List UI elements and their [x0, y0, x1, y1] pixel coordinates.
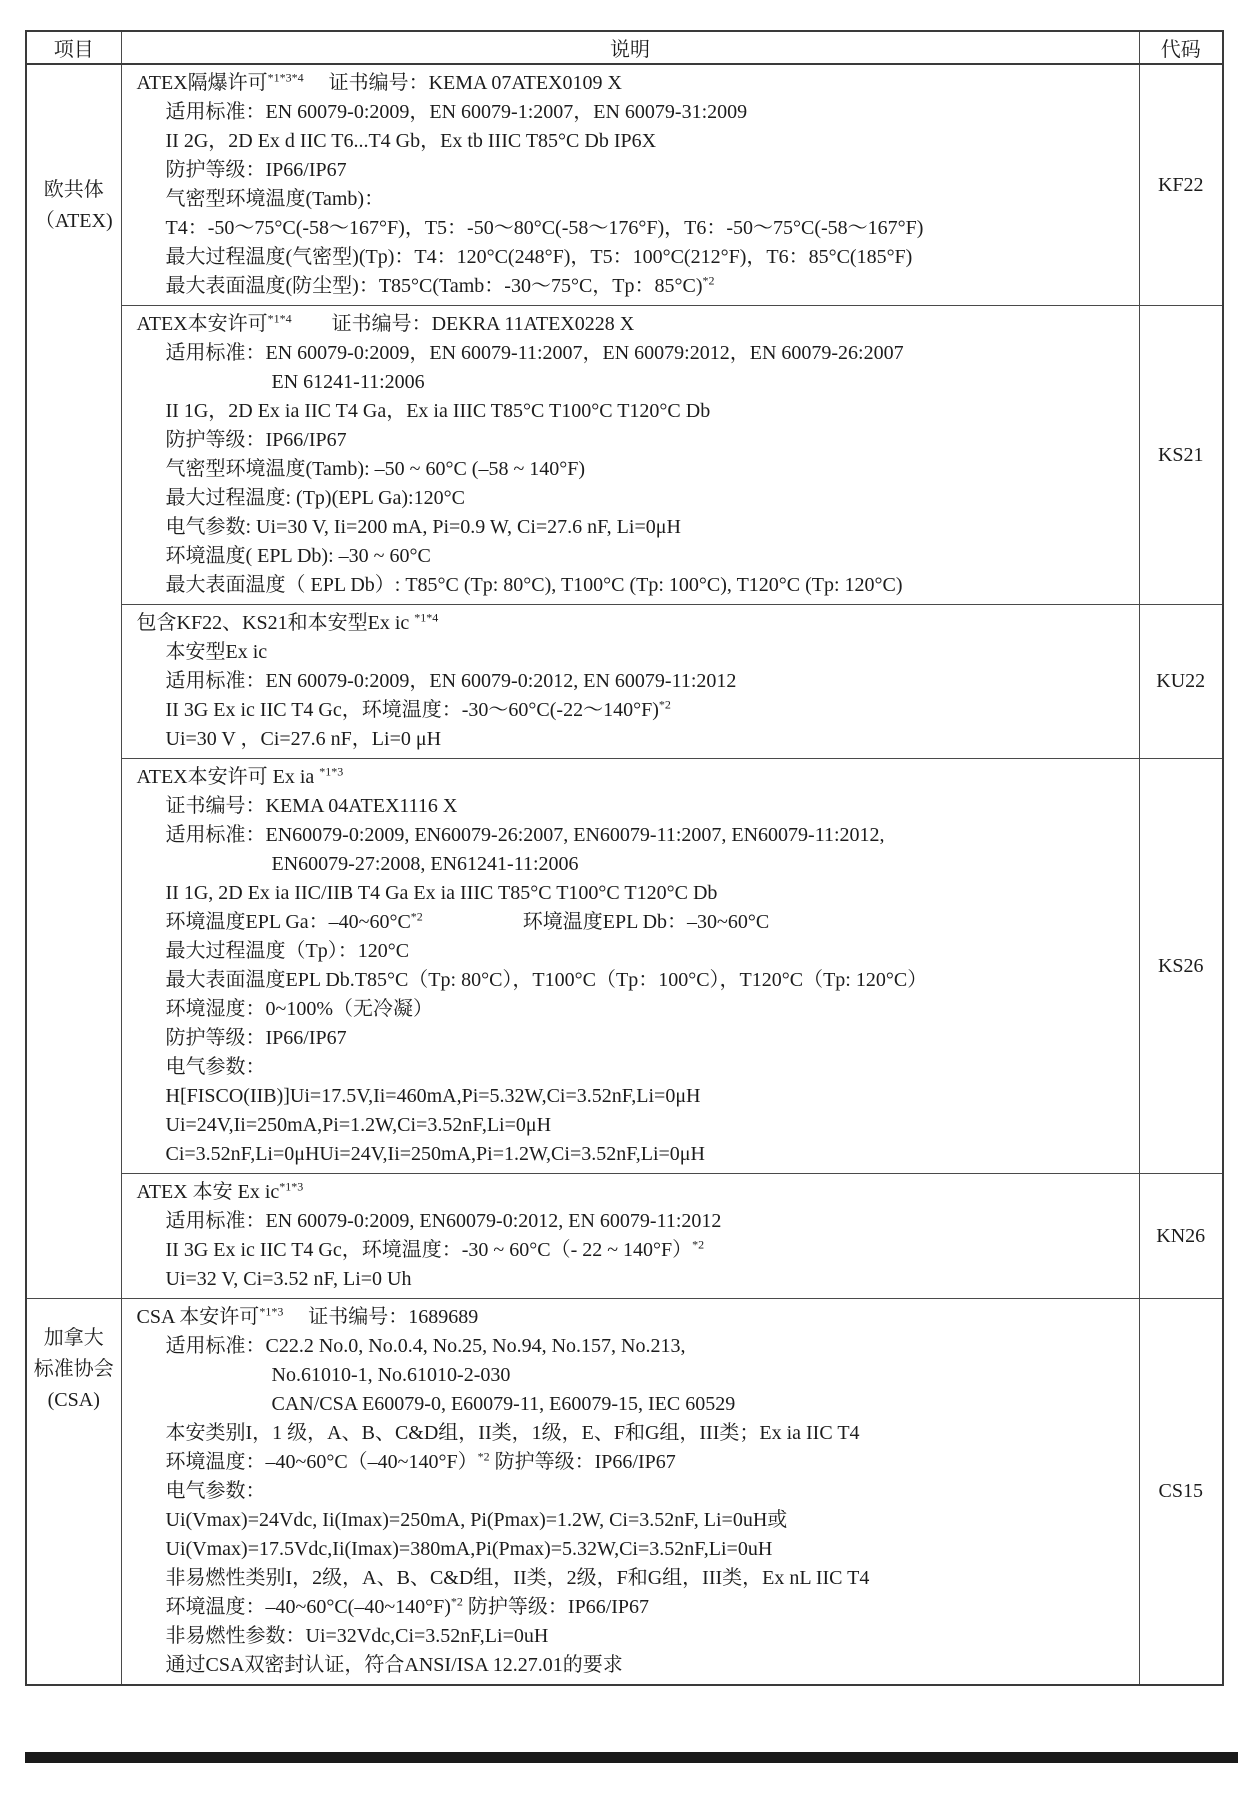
description-text: 环境温度：–40~60°C（–40~140°F） [165, 1451, 478, 1473]
description-text: 环境温度( EPL Db): –30 ~ 60°C [165, 545, 431, 567]
footnote-marker: *1*3 [279, 1179, 304, 1194]
description-text: 适用标准：EN 60079-0:2009, EN60079-0:2012, EN 60079-11:2012 [165, 1210, 722, 1232]
description-text: Ui=30 V ，Ci=27.6 nF，Li=0 μH [165, 728, 442, 750]
description-text: ATEX隔爆许可 [136, 72, 268, 94]
description-line [122, 1535, 1135, 1564]
footnote-marker: *1*4 [267, 311, 292, 326]
description-line [122, 725, 1135, 754]
description-line [122, 1265, 1135, 1294]
description-line [122, 1506, 1135, 1535]
item-cell [26, 1299, 121, 1686]
description-text: 通过CSA双密封认证，符合ANSI/ISA 12.27.01的要求 [165, 1654, 623, 1676]
description-line [122, 667, 1135, 696]
table-row [26, 1299, 1223, 1686]
description-text: 证书编号：KEMA 07ATEX0109 X [303, 72, 622, 94]
description-text: 证书编号：KEMA 04ATEX1116 X [165, 795, 458, 817]
description-text: 环境湿度：0~100%（无冷凝） [165, 998, 433, 1020]
table-row [26, 1174, 1223, 1299]
code-cell: KF22 [1139, 64, 1223, 306]
description-line [122, 696, 1135, 725]
description-text: 最大表面温度(防尘型)：T85°C(Tamb：-30～75°C，Tp：85°C) [165, 275, 703, 297]
description-line [122, 609, 1135, 638]
footnote-marker: *2 [477, 1449, 490, 1464]
description-text: 环境温度EPL Ga：–40~60°C [165, 911, 411, 933]
description-text: Ci=3.52nF,Li=0μHUi=24V,Ii=250mA,Pi=1.2W,Ci=3.52nF,Li=0μH [165, 1143, 705, 1165]
description-line [122, 792, 1135, 821]
description-line [122, 243, 1135, 272]
description-cell [121, 306, 1139, 605]
footnote-marker: *2 [692, 1237, 705, 1252]
description-line [122, 879, 1135, 908]
item-label-line: （ATEX) [34, 210, 113, 232]
description-text: 非易燃性类别I，2级，A、B、C&D组，II类，2级，F和G组，III类，Ex nL IIC T4 [165, 1567, 870, 1589]
description-text: Ui=32 V, Ci=3.52 nF, Li=0 Uh [165, 1268, 412, 1290]
description-text: 包含KF22、KS21和本安型Ex ic [136, 612, 415, 634]
column-header-code: 代码 [1139, 31, 1223, 64]
description-line [122, 908, 1135, 937]
description-line [122, 1593, 1135, 1622]
description-text: T4：-50～75°C(-58～167°F)，T5：-50～80°C(-58～176°F)，T6：-50～75°C(-58～167°F) [165, 217, 924, 239]
description-line [122, 455, 1135, 484]
item-label-line: 欧共体 [43, 179, 104, 201]
bottom-rule [25, 1752, 1238, 1763]
description-cell [121, 1174, 1139, 1299]
description-text: 防护等级：IP66/IP67 [462, 1596, 650, 1618]
description-line [122, 1111, 1135, 1140]
description-line [122, 821, 1135, 850]
description-text: 最大过程温度(气密型)(Tp)：T4：120°C(248°F)，T5：100°C(212°F)，T6：85°C(185°F) [165, 246, 913, 268]
table-row [26, 306, 1223, 605]
description-line [122, 1236, 1135, 1265]
description-line [122, 1178, 1135, 1207]
item-label-line: 加拿大 [43, 1327, 104, 1349]
footnote-marker: *1*4 [414, 610, 439, 625]
footnote-marker: *2 [450, 1594, 463, 1609]
code-cell: KS21 [1139, 306, 1223, 605]
description-text: 非易燃性参数：Ui=32Vdc,Ci=3.52nF,Li=0uH [165, 1625, 549, 1647]
description-text: 防护等级：IP66/IP67 [489, 1451, 676, 1473]
description-text: 最大过程温度（Tp）：120°C [165, 940, 410, 962]
description-text: Ui=24V,Ii=250mA,Pi=1.2W,Ci=3.52nF,Li=0μH [165, 1114, 552, 1136]
description-text: 适用标准：EN60079-0:2009, EN60079-26:2007, EN60079-11:2007, EN60079-11:2012, [165, 824, 885, 846]
description-text: 最大表面温度（ EPL Db）: T85°C (Tp: 80°C), T100°C (Tp: 100°C), T120°C (Tp: 120°C) [165, 574, 903, 596]
description-line [122, 127, 1135, 156]
description-line [122, 1622, 1135, 1651]
description-line [122, 1053, 1135, 1082]
description-line [122, 1564, 1135, 1593]
description-text: II 2G，2D Ex d IIC T6...T4 Gb，Ex tb IIIC T85°C Db IP6X [165, 130, 657, 152]
description-line [122, 1361, 1135, 1390]
footnote-marker: *1*3 [259, 1304, 284, 1319]
description-line [122, 214, 1135, 243]
description-line [122, 272, 1135, 301]
footnote-marker: *1*3*4 [267, 70, 304, 85]
description-line [122, 1082, 1135, 1111]
code-cell: KN26 [1139, 1174, 1223, 1299]
description-text: EN 61241-11:2006 [271, 371, 425, 393]
description-text: 最大表面温度EPL Db.T85°C（Tp: 80°C），T100°C（Tp：100°C），T120°C（Tp: 120°C） [165, 969, 928, 991]
description-text: II 1G, 2D Ex ia IIC/IIB T4 Ga Ex ia IIIC T85°C T100°C T120°C Db [165, 882, 718, 904]
description-text: ATEX本安许可 Ex ia [136, 766, 320, 788]
description-text: 电气参数： [165, 1480, 266, 1502]
description-line [122, 850, 1135, 879]
footnote-marker: *2 [658, 697, 671, 712]
description-line [122, 1303, 1135, 1332]
description-line [122, 310, 1135, 339]
description-text: 适用标准：EN 60079-0:2009，EN 60079-0:2012, EN 60079-11:2012 [165, 670, 737, 692]
description-text: 证书编号：DEKRA 11ATEX0228 X [291, 313, 635, 335]
description-line [122, 1477, 1135, 1506]
description-text: No.61010-1, No.61010-2-030 [271, 1364, 511, 1386]
description-text: 适用标准：C22.2 No.0, No.0.4, No.25, No.94, No.157, No.213, [165, 1335, 686, 1357]
description-line [122, 1024, 1135, 1053]
description-text: 本安类别I，1 级，A、B、C&D组，II类，1级，E、F和G组，III类；Ex ia IIC T4 [165, 1422, 860, 1444]
footnote-marker: *2 [702, 273, 715, 288]
description-line [122, 1207, 1135, 1236]
description-line [122, 185, 1135, 214]
item-label-line: 标准协会 [33, 1358, 114, 1380]
description-line [122, 937, 1135, 966]
item-label-line: (CSA) [47, 1389, 100, 1411]
code-cell: KS26 [1139, 759, 1223, 1174]
footnote-marker: *2 [410, 909, 423, 924]
description-text: 环境温度EPL Db：–30~60°C [422, 911, 770, 933]
certification-table [25, 30, 1224, 1686]
description-text: EN60079-27:2008, EN61241-11:2006 [271, 853, 579, 875]
column-header-description: 说明 [121, 31, 1139, 64]
description-text: ATEX本安许可 [136, 313, 268, 335]
column-header-item: 项目 [26, 31, 121, 64]
description-text: ATEX 本安 Ex ic [136, 1181, 280, 1203]
description-text: II 1G，2D Ex ia IIC T4 Ga，Ex ia IIIC T85°C T100°C T120°C Db [165, 400, 711, 422]
description-cell [121, 759, 1139, 1174]
description-text: CAN/CSA E60079-0, E60079-11, E60079-15, IEC 60529 [271, 1393, 736, 1415]
description-line [122, 1332, 1135, 1361]
description-text: 最大过程温度: (Tp)(EPL Ga):120°C [165, 487, 465, 509]
description-text: Ui(Vmax)=24Vdc, Ii(Imax)=250mA, Pi(Pmax)=1.2W, Ci=3.52nF, Li=0uH或 [165, 1509, 788, 1531]
description-line [122, 1448, 1135, 1477]
description-text: 防护等级：IP66/IP67 [165, 159, 347, 181]
description-text: II 3G Ex ic IIC T4 Gc，环境温度：-30～60°C(-22～140°F) [165, 699, 659, 721]
description-text: CSA 本安许可 [136, 1306, 260, 1328]
description-line [122, 1140, 1135, 1169]
description-cell [121, 64, 1139, 306]
description-text: 气密型环境温度(Tamb): –50 ~ 60°C (–58 ~ 140°F) [165, 458, 586, 480]
description-line [122, 763, 1135, 792]
code-cell: CS15 [1139, 1299, 1223, 1686]
description-text: H[FISCO(IIB)]Ui=17.5V,Ii=460mA,Pi=5.32W,Ci=3.52nF,Li=0μH [165, 1085, 701, 1107]
description-line [122, 484, 1135, 513]
description-text: 证书编号：1689689 [283, 1306, 479, 1328]
description-text: 防护等级：IP66/IP67 [165, 1027, 347, 1049]
description-text: 防护等级：IP66/IP67 [165, 429, 347, 451]
table-row [26, 64, 1223, 306]
table-row [26, 759, 1223, 1174]
description-text: 环境温度：–40~60°C(–40~140°F) [165, 1596, 451, 1618]
description-text: 电气参数: Ui=30 V, Ii=200 mA, Pi=0.9 W, Ci=27.6 nF, Li=0μH [165, 516, 681, 538]
description-line [122, 1390, 1135, 1419]
description-line [122, 426, 1135, 455]
description-line [122, 98, 1135, 127]
item-cell [26, 64, 121, 1299]
description-line [122, 69, 1135, 98]
description-line [122, 156, 1135, 185]
description-text: Ui(Vmax)=17.5Vdc,Ii(Imax)=380mA,Pi(Pmax)=5.32W,Ci=3.52nF,Li=0uH [165, 1538, 773, 1560]
description-text: 气密型环境温度(Tamb)： [165, 188, 385, 210]
description-text: 本安型Ex ic [165, 641, 268, 663]
description-text: II 3G Ex ic IIC T4 Gc，环境温度：-30 ~ 60°C（- 22 ~ 140°F） [165, 1239, 693, 1261]
description-line [122, 638, 1135, 667]
header-row [26, 31, 1223, 64]
description-line [122, 571, 1135, 600]
description-line [122, 368, 1135, 397]
description-line [122, 397, 1135, 426]
description-text: 适用标准：EN 60079-0:2009，EN 60079-1:2007，EN 60079-31:2009 [165, 101, 748, 123]
description-line [122, 1651, 1135, 1680]
description-text: 适用标准：EN 60079-0:2009，EN 60079-11:2007，EN 60079:2012，EN 60079-26:2007 [165, 342, 904, 364]
description-line [122, 966, 1135, 995]
description-line [122, 513, 1135, 542]
description-line [122, 1419, 1135, 1448]
description-cell [121, 605, 1139, 759]
description-cell [121, 1299, 1139, 1686]
description-line [122, 995, 1135, 1024]
description-text: 电气参数： [165, 1056, 266, 1078]
table-row [26, 605, 1223, 759]
code-cell: KU22 [1139, 605, 1223, 759]
footnote-marker: *1*3 [319, 764, 344, 779]
description-line [122, 542, 1135, 571]
description-line [122, 339, 1135, 368]
